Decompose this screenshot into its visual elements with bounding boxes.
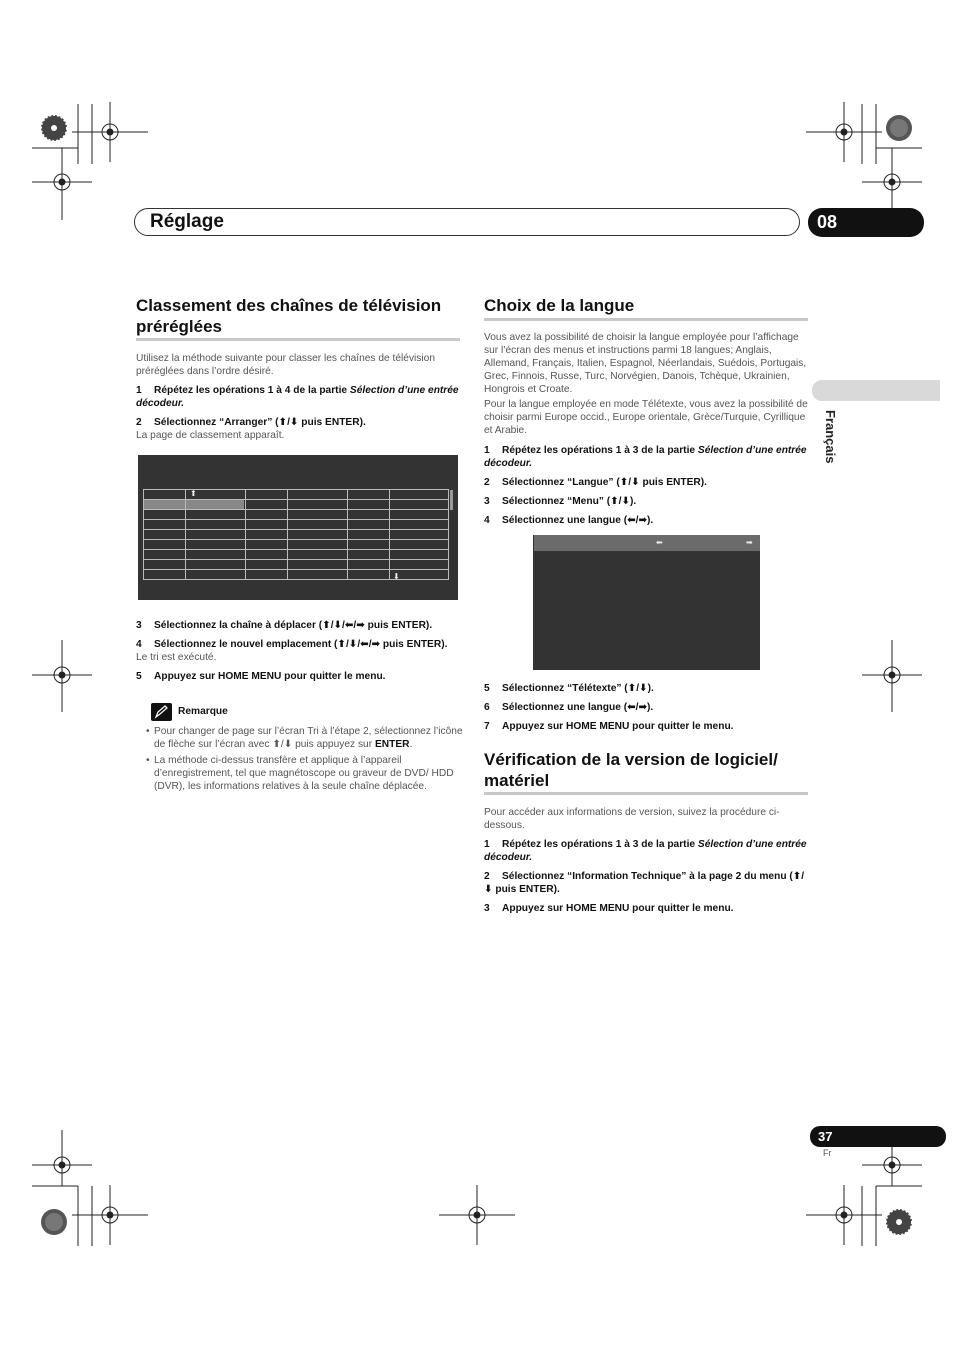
section-heading-version: Vérification de la version de logiciel/ matériel — [484, 750, 778, 790]
intro-text: Utilisez la méthode suivante pour classer les chaînes de télévision préréglées dans l’ordre désiré. — [136, 353, 435, 377]
right-step-2: 2 Sélectionnez “Langue” (⬆/⬇ puis ENTER). — [484, 477, 707, 488]
page-down-arrow-icon[interactable]: ⬇ — [393, 572, 400, 581]
version-intro: Pour accéder aux informations de version, suivez la procédure ci-dessous. — [484, 807, 780, 831]
language-tab — [812, 380, 940, 401]
page-up-arrow-icon[interactable]: ⬆ — [190, 489, 197, 498]
page-number: 37 — [810, 1126, 946, 1147]
left-step-3: 3 Sélectionnez la chaîne à déplacer (⬆/⬇/⬅/➡ puis ENTER). — [136, 620, 433, 631]
heading-rule — [484, 318, 808, 321]
left-step-4-result: Le tri est exécuté. — [136, 652, 217, 663]
note-icon — [151, 703, 172, 721]
page-language-code: Fr — [823, 1148, 832, 1158]
section-heading-language: Choix de la langue — [484, 296, 635, 315]
heading-rule — [484, 792, 808, 795]
right-step-5: 5 Sélectionnez “Télétexte” (⬆/⬇). — [484, 683, 654, 694]
teletext-intro: Pour la langue employée en mode Télétexte, vous avez la possibilité de choisir parmi Europe occid., Europe orientale, Grèce/Turquie, Cyrillique et Arabie. — [484, 399, 808, 436]
right-step-1: 1 Répétez les opérations 1 à 3 de la partie Sélection d’une entrée décodeur. — [484, 445, 807, 469]
version-step-1: 1 Répétez les opérations 1 à 3 de la partie Sélection d’une entrée décodeur. — [484, 839, 807, 863]
left-step-4: 4 Sélectionnez le nouvel emplacement (⬆/⬇/⬅/➡ puis ENTER). — [136, 639, 448, 650]
version-step-3: 3 Appuyez sur HOME MENU pour quitter le menu. — [484, 903, 734, 914]
chapter-number: 08 — [808, 208, 924, 237]
scrollbar[interactable] — [450, 490, 453, 510]
left-step-1: 1 Répétez les opérations 1 à 4 de la partie Sélection d’une entrée décodeur. — [136, 385, 459, 409]
left-step-2: 2 Sélectionnez “Arranger” (⬆/⬇ puis ENTER). — [136, 417, 366, 428]
language-intro: Vous avez la possibilité de choisir la langue employée pour l’affichage sur l’écran des menus et instructions parmi 18 langues; Anglais, Allemand, Français, Italien, Espagnol, Néerlandais, Suédois, Portugais, Grec, Finnois, Russe, Turc, Norvégien, Danois, Tchèque, Ukrainien, Hongrois et Croate. — [484, 332, 807, 395]
language-selector-row[interactable] — [534, 535, 760, 551]
language-tab-label: Français — [823, 410, 838, 464]
section-heading-channel-sort: Classement des chaînes de télévision préréglées — [136, 296, 442, 336]
channel-grid — [143, 489, 449, 580]
language-screen — [533, 535, 760, 670]
right-step-6: 6 Sélectionnez une langue (⬅/➡). — [484, 702, 654, 713]
note-title: Remarque — [178, 706, 228, 717]
right-step-3: 3 Sélectionnez “Menu” (⬆/⬇). — [484, 496, 637, 507]
left-arrow-icon[interactable]: ⬅ — [656, 538, 663, 547]
version-step-2: 2 Sélectionnez “Information Technique” à la page 2 du menu (⬆/⬇ puis ENTER). — [484, 871, 805, 895]
heading-rule — [136, 338, 460, 341]
chapter-title: Réglage — [150, 211, 224, 232]
right-arrow-icon[interactable]: ➡ — [746, 538, 753, 547]
note-bullet-2: • La méthode ci-dessus transfère et applique à l’appareil d’enregistrement, tel que magnétoscope ou graveur de DVD/ HDD (DVR), les informations relatives à la seule chaîne déplacée. — [146, 754, 464, 793]
selected-cell — [144, 499, 244, 509]
note-bullet-1: • Pour changer de page sur l’écran Tri à l’étape 2, sélectionnez l’icône de flèche sur l’écran avec ⬆/⬇ puis appuyez sur ENTER. — [146, 725, 464, 751]
right-step-7: 7 Appuyez sur HOME MENU pour quitter le menu. — [484, 721, 734, 732]
note-list — [146, 725, 464, 796]
left-step-2-result: La page de classement apparaît. — [136, 430, 285, 441]
left-step-5: 5 Appuyez sur HOME MENU pour quitter le menu. — [136, 671, 386, 682]
header-bar — [134, 208, 800, 236]
right-step-4: 4 Sélectionnez une langue (⬅/➡). — [484, 515, 654, 526]
